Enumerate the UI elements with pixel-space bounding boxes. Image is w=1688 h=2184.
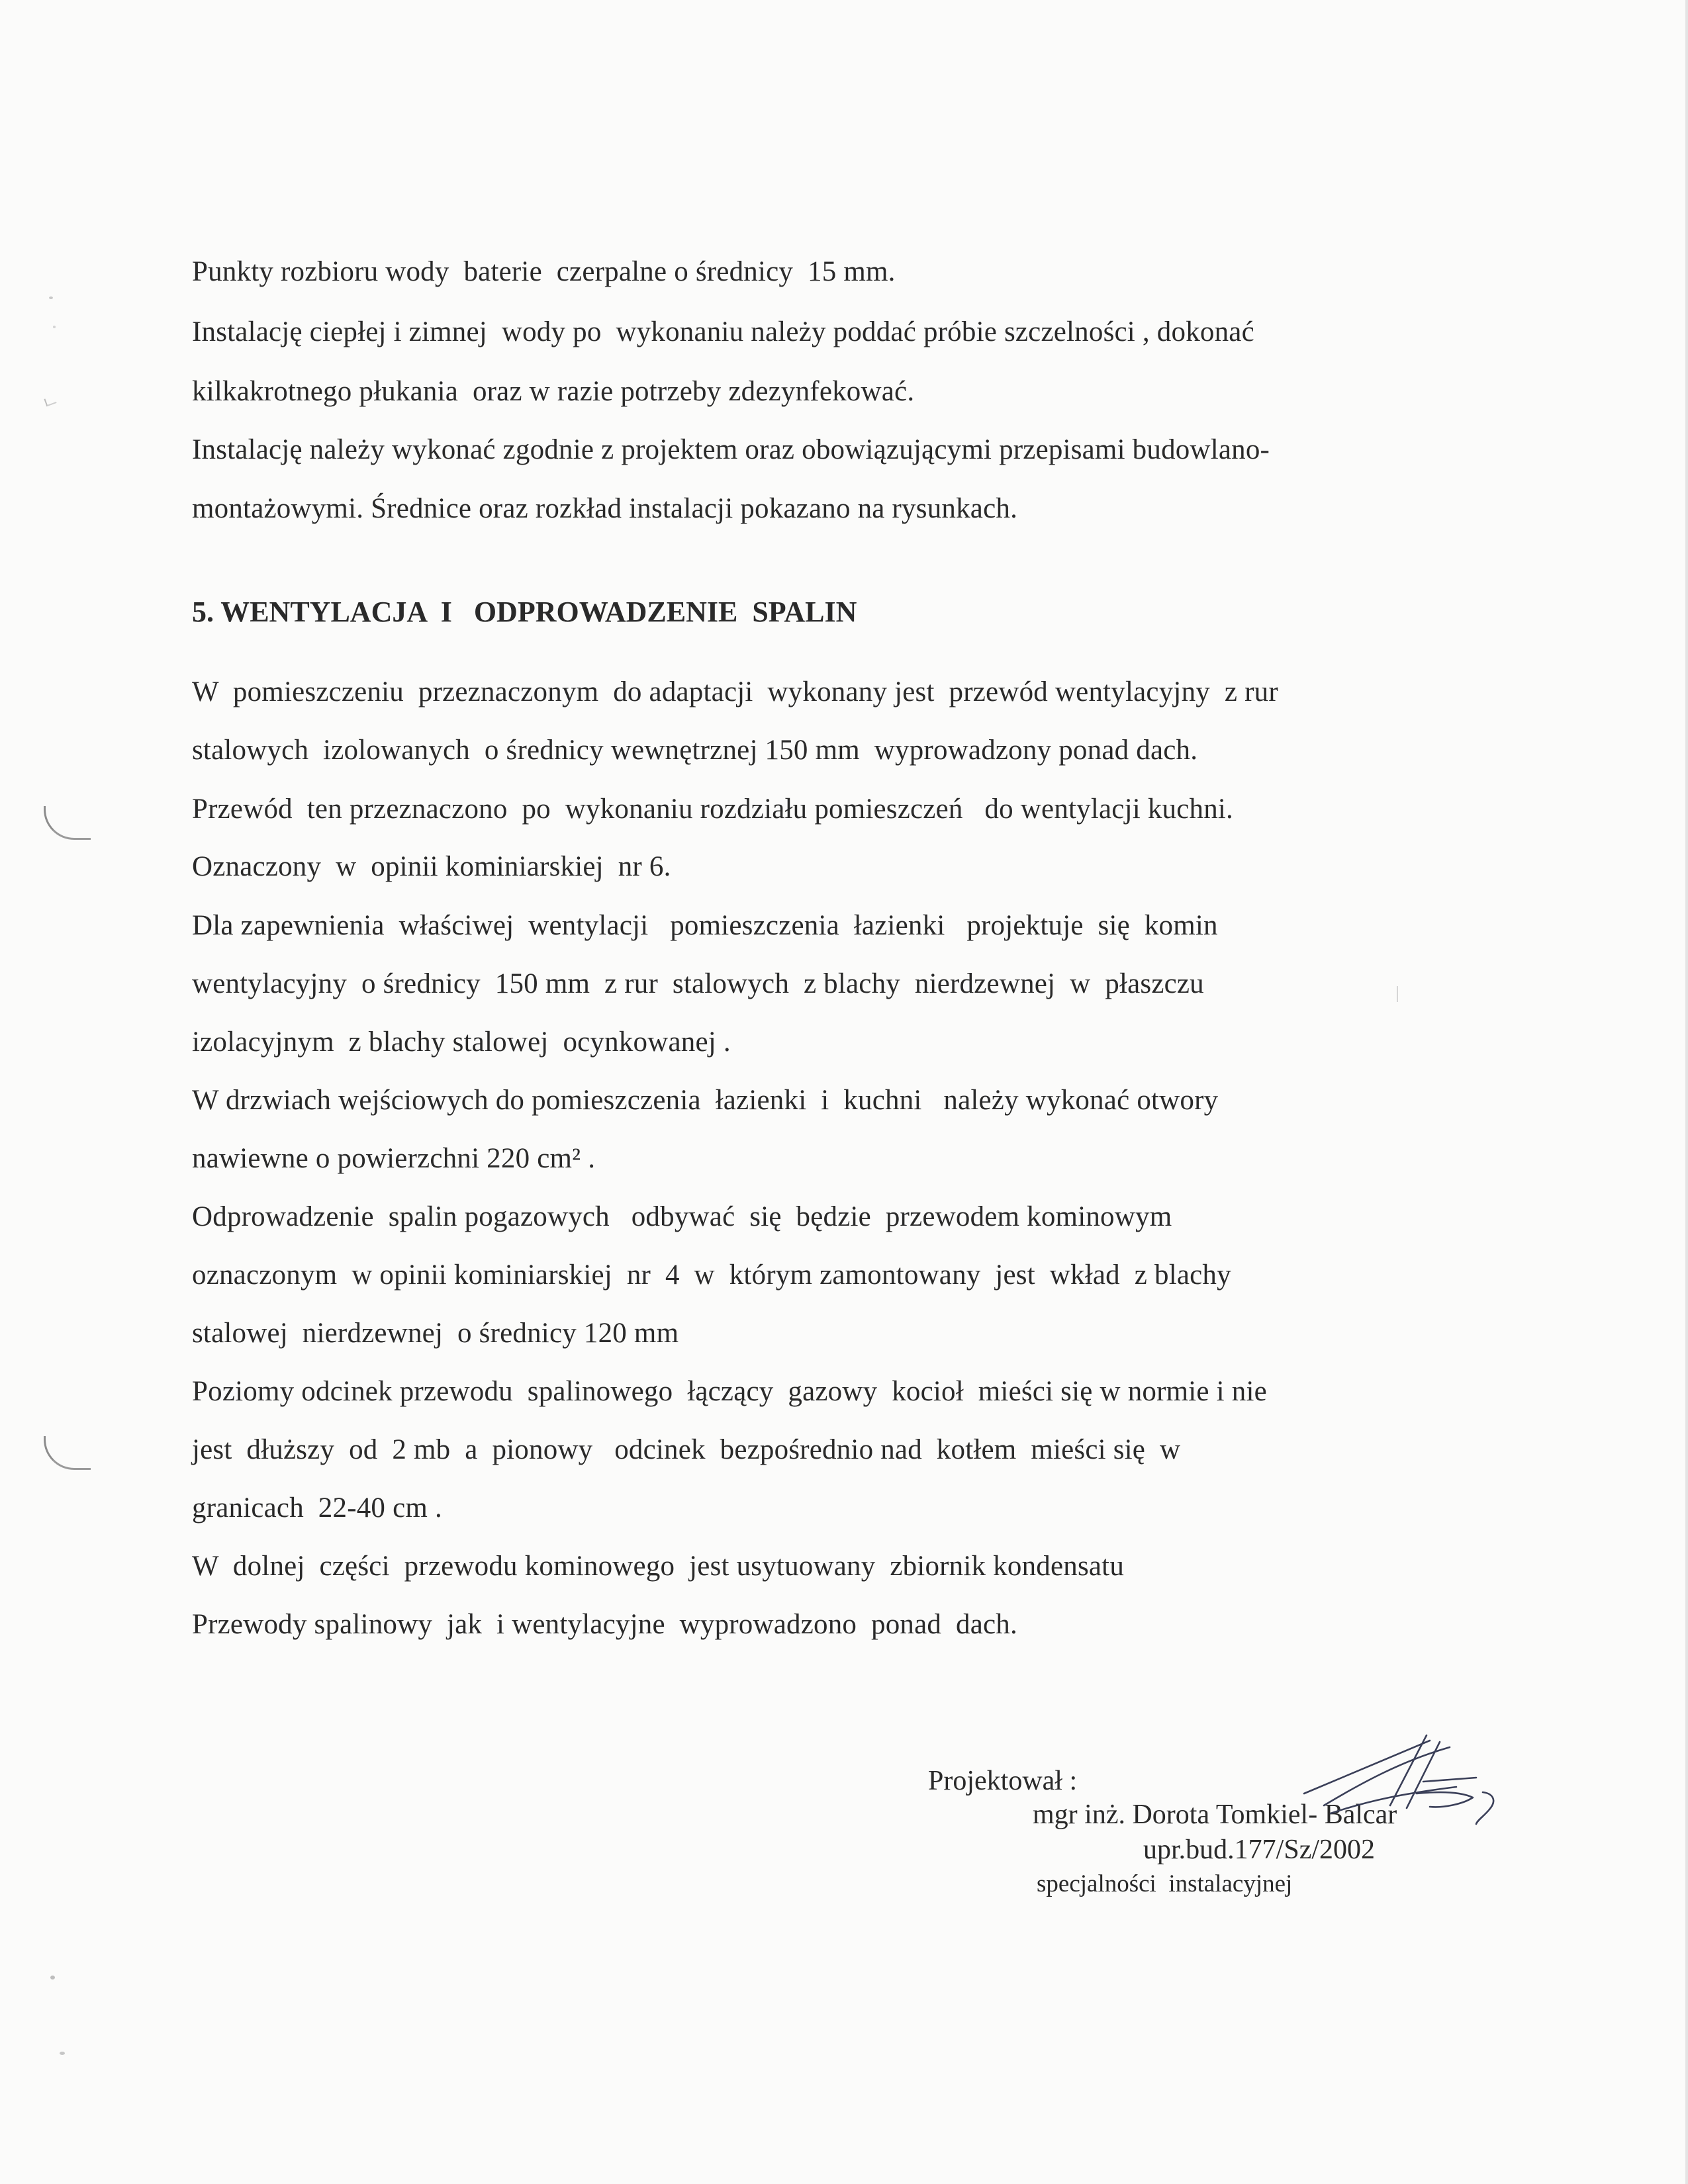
scan-speck-mark [53,326,56,328]
body-line: Przewód ten przeznaczono po wykonaniu rozdziału pomieszczeń do wentylacji kuchni. [192,794,1234,825]
designer-label: Projektował : [928,1766,1078,1796]
body-line: wentylacyjny o średnicy 150 mm z rur stalowych z blachy nierdzewnej w płaszczu [192,968,1204,999]
license-number: upr.bud.177/Sz/2002 [1143,1835,1376,1865]
body-line: nawiewne o powierzchni 220 cm² . [192,1143,596,1174]
scan-speck-mark [49,296,53,299]
body-line: Oznaczony w opinii kominiarskiej nr 6. [192,851,671,882]
designer-name: mgr inż. Dorota Tomkiel- Balcar [1033,1799,1397,1830]
body-line: oznaczonym w opinii kominiarskiej nr 4 w którym zamontowany jest wkład z blachy [192,1259,1231,1291]
body-line: granicach 22-40 cm . [192,1492,442,1524]
body-line: Odprowadzenie spalin pogazowych odbywać się będzie przewodem kominowym [192,1201,1172,1232]
body-line: W drzwiach wejściowych do pomieszczenia łazienki i kuchni należy wykonać otwory [192,1085,1219,1116]
body-line: jest dłuższy od 2 mb a pionowy odcinek bezpośrednio nad kotłem mieści się w [192,1434,1181,1465]
body-line: stalowej nierdzewnej o średnicy 120 mm [192,1318,679,1349]
body-line: kilkakrotnego płukania oraz w razie potrzeby zdezynfekować. [192,376,915,407]
punch-hole-mark [44,1436,91,1470]
scan-speck-mark [1397,986,1398,1002]
specialty-text: specjalności instalacyjnej [1037,1870,1293,1897]
section-heading: 5. WENTYLACJA I ODPROWADZENIE SPALIN [192,596,857,628]
body-line: Przewody spalinowy jak i wentylacyjne wyprowadzono ponad dach. [192,1609,1017,1640]
body-line: Dla zapewnienia właściwej wentylacji pomieszczenia łazienki projektuje się komin [192,910,1218,941]
body-line: Instalację ciepłej i zimnej wody po wykonaniu należy poddać próbie szczelności , dokonać [192,316,1254,347]
body-line: montażowymi. Średnice oraz rozkład instalacji pokazano na rysunkach. [192,493,1018,524]
punch-hole-mark [44,806,91,840]
body-line: stalowych izolowanych o średnicy wewnętrznej 150 mm wyprowadzony ponad dach. [192,735,1198,766]
body-line: Punkty rozbioru wody baterie czerpalne o średnicy 15 mm. [192,256,896,287]
scan-speck-mark [50,1976,55,1979]
body-line: Instalację należy wykonać zgodnie z projektem oraz obowiązującymi przepisami budowlano- [192,434,1270,465]
body-line: W dolnej części przewodu kominowego jest usytuowany zbiornik kondensatu [192,1551,1125,1582]
body-line: izolacyjnym z blachy stalowej ocynkowanej . [192,1026,731,1058]
handwritten-signature [1291,1727,1509,1833]
scan-speck-mark [60,2052,65,2055]
scan-edge [1685,0,1688,2184]
body-line: Poziomy odcinek przewodu spalinowego łączący gazowy kocioł mieści się w normie i nie [192,1376,1267,1407]
scan-speck-mark [44,396,56,407]
body-line: W pomieszczeniu przeznaczonym do adaptacji wykonany jest przewód wentylacyjny z rur [192,676,1278,707]
